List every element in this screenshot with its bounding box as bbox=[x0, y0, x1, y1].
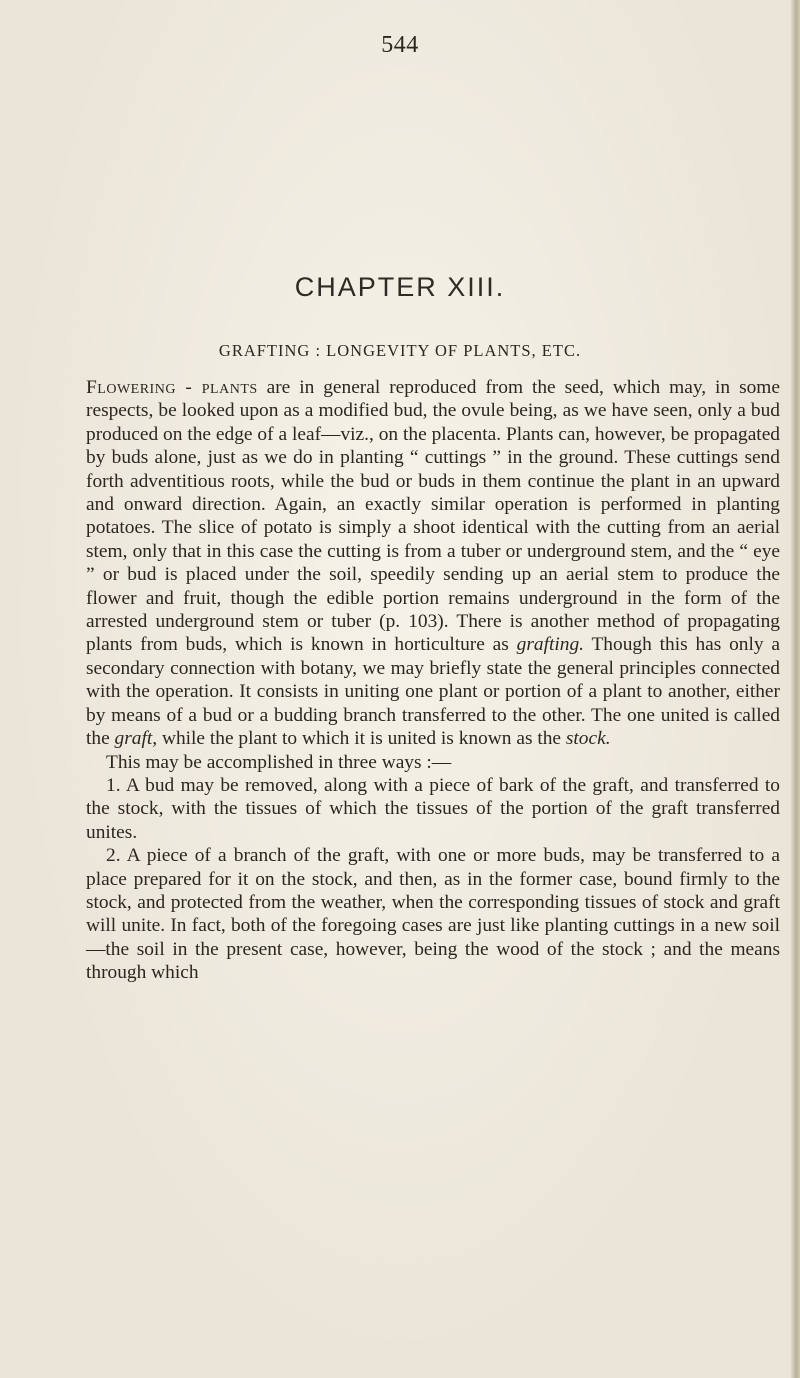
body-text bbox=[86, 376, 780, 985]
paragraph-lead: Flowering - plants bbox=[86, 377, 258, 398]
page-edge-shadow bbox=[790, 0, 800, 1378]
paragraph-method-2: 2. A piece of a branch of the graft, with one or more buds, may be transferred to a place prepared for it on the stock, and then, as in the former case, bound firmly to the stock, and protected from the weather, when the corresponding tissues of stock and graft will unite. In fact, both of the foregoing cases are just like planting cuttings in a new soil—the soil in the present case, however, being the wood of the stock ; and the means through which bbox=[86, 845, 780, 984]
page-number: 544 bbox=[381, 32, 419, 58]
paragraph-method-1: 1. A bud may be removed, along with a piece of bark of the graft, and transferred to the stock, with the tissues of which the tissues of the portion of the graft transferred unites. bbox=[86, 774, 780, 843]
paragraph-intro bbox=[86, 376, 780, 751]
term-graft: graft, bbox=[114, 728, 158, 750]
chapter-title: CHAPTER XIII. bbox=[294, 272, 506, 302]
paragraph-text: Though this has only a secondary connection with botany, we may briefly state the general principles connected with the operation. It consists in uniting one plant or portion of a plant to another, either by means of a bud or a budding branch transferred to the other. The one united is called the bbox=[86, 634, 781, 750]
paragraph-ways: This may be accomplished in three ways :— bbox=[106, 751, 452, 773]
paragraph-text: are in general reproduced from the seed, which may, in some respects, be looked upon as a modified bud, the ovule being, as we have seen, only a bud produced on the edge of a leaf—viz., on the placenta. Plants can, however, be propagated by buds alone, just as we do in planting “ cuttings ” in the ground. These cuttings send forth adventitious roots, while the bud or buds in them continue the plant in an upward and onward direction. Again, an exactly similar operation is performed in planting potatoes. The slice of potato is simply a shoot identical with the cutting from an aerial stem, only that in this case the cutting is from a tuber or underground stem, and the “ eye ” or bud is placed under the soil, speedily sending up an aerial stem to produce the flower and fruit, though the edible portion remains underground in the form of the arrested underground stem or tuber (p. 103). There is another method of propagating plants from buds, which is known in horticulture as bbox=[86, 377, 780, 656]
term-stock: stock. bbox=[565, 728, 611, 750]
chapter-subtitle: GRAFTING : LONGEVITY OF PLANTS, ETC. bbox=[218, 341, 582, 360]
paragraph-text: while the plant to which it is united is known as the bbox=[157, 728, 566, 750]
term-grafting: grafting. bbox=[516, 634, 584, 656]
